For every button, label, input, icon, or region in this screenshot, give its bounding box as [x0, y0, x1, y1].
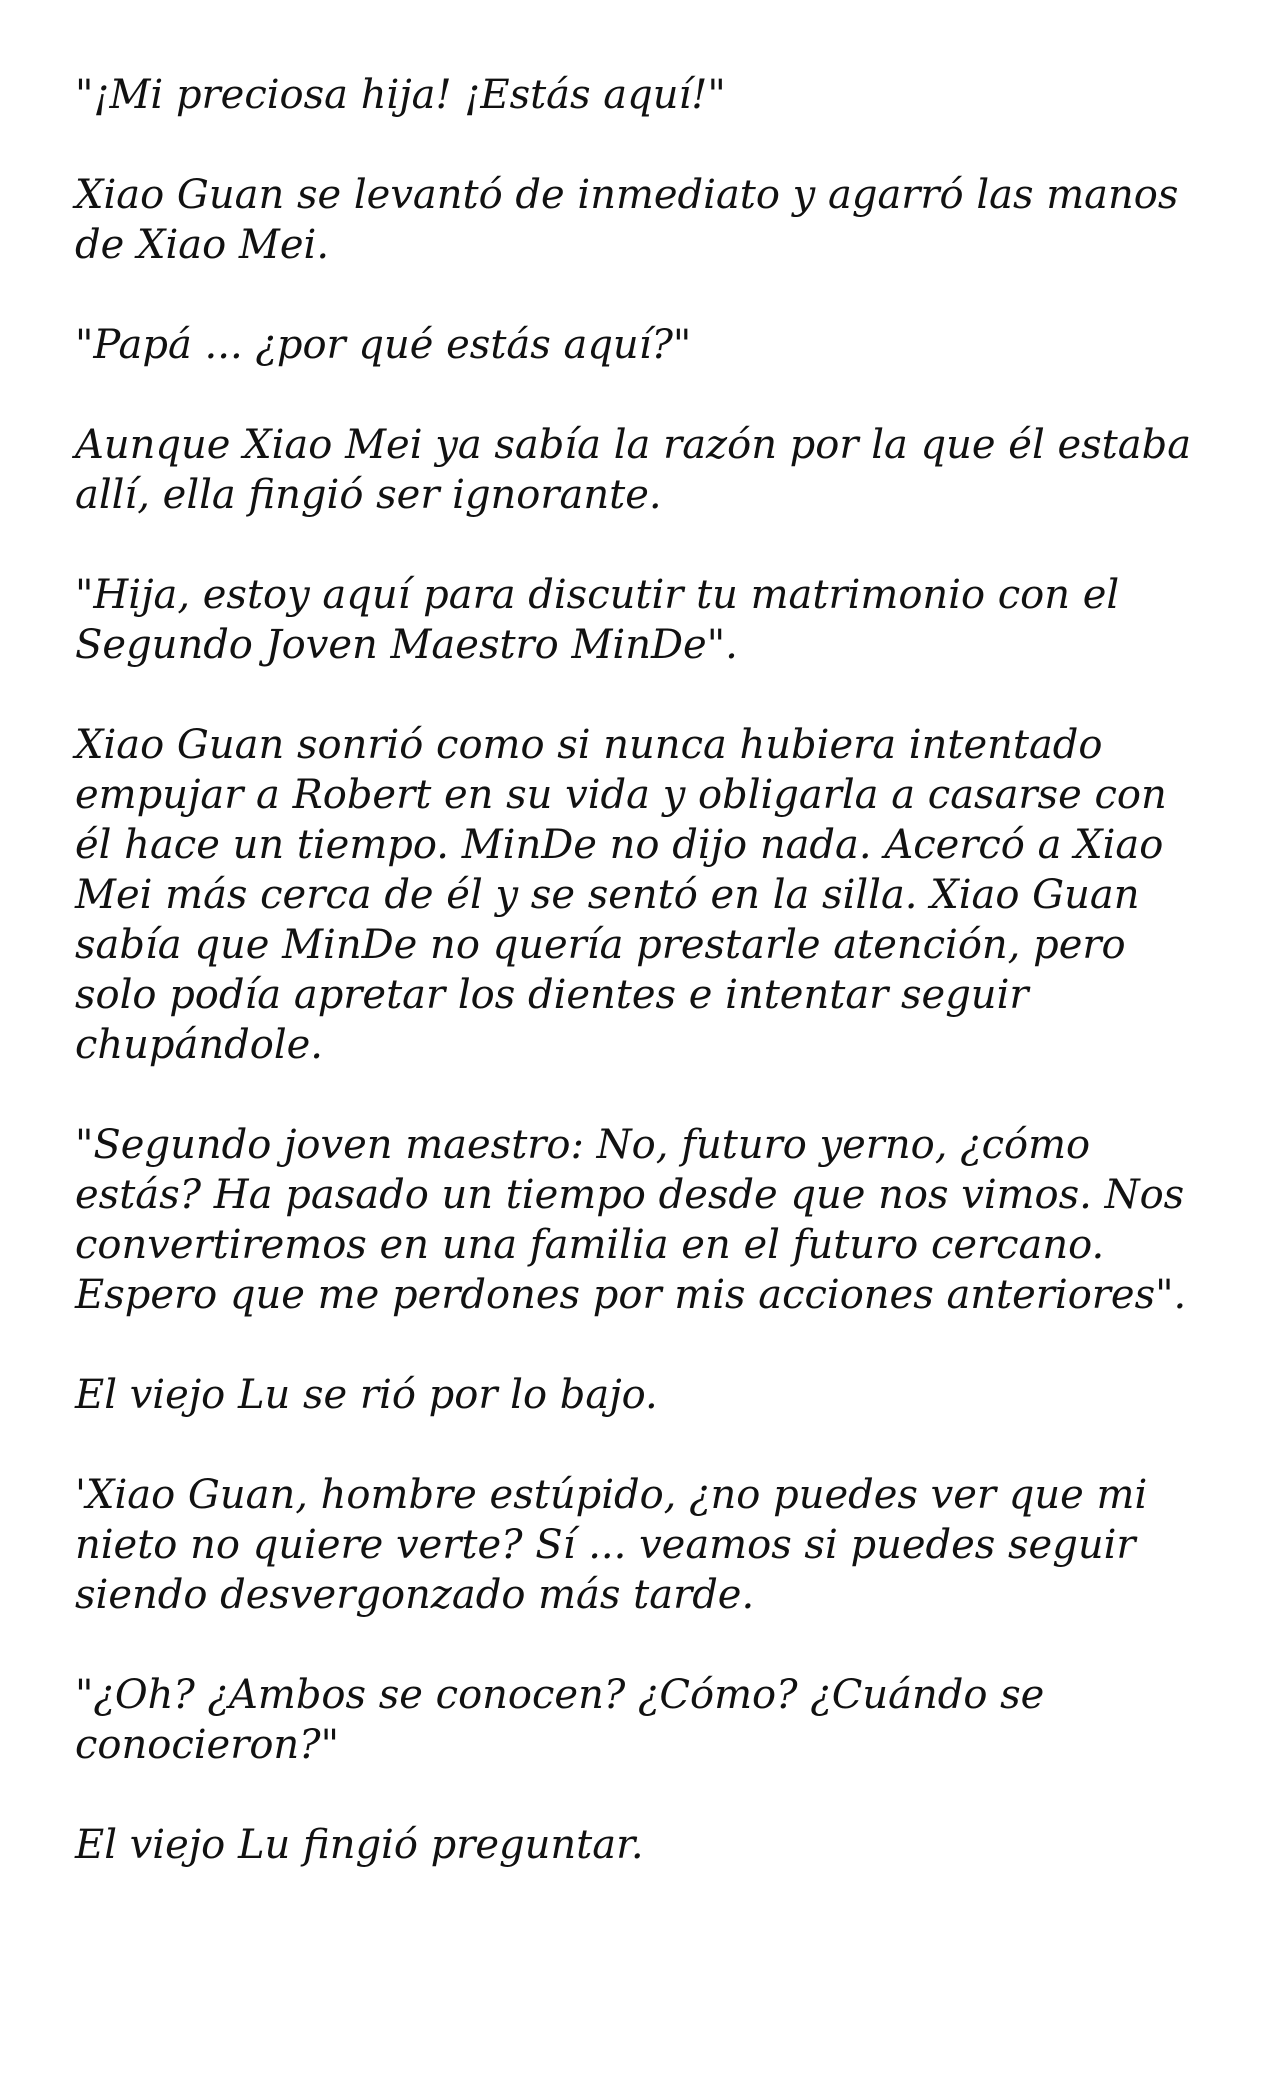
paragraph: Xiao Guan se levantó de inmediato y agarró las manos de Xiao Mei.	[75, 172, 1179, 268]
paragraph: "Papá ... ¿por qué estás aquí?"	[75, 322, 692, 368]
paragraph: "Hija, estoy aquí para discutir tu matrimonio con el Segundo Joven Maestro MinDe".	[75, 572, 1120, 668]
paragraph: Xiao Guan sonrió como si nunca hubiera intentado empujar a Robert en su vida y obligarla a casarse con él hace un tiempo. MinDe no dijo nada. Acercó a Xiao Mei más cerca de él y se sentó en la silla. Xiao Guan sabía que MinDe no quería prestarle atención, pero solo podía apretar los dientes e intentar seguir chupándole.	[75, 722, 1167, 1068]
paragraph: "¿Oh? ¿Ambos se conocen? ¿Cómo? ¿Cuándo se conocieron?"	[75, 1672, 1045, 1768]
paragraph: Aunque Xiao Mei ya sabía la razón por la que él estaba allí, ella fingió ser ignorante.	[75, 422, 1192, 518]
document-body	[75, 70, 1205, 1920]
paragraph: "¡Mi preciosa hija! ¡Estás aquí!"	[75, 72, 726, 118]
paragraph: El viejo Lu fingió preguntar.	[75, 1822, 644, 1868]
paragraph: 'Xiao Guan, hombre estúpido, ¿no puedes ver que mi nieto no quiere verte? Sí ... veamos si puedes seguir siendo desvergonzado más tarde.	[75, 1472, 1148, 1618]
paragraph: "Segundo joven maestro: No, futuro yerno, ¿cómo estás? Ha pasado un tiempo desde que nos vimos. Nos convertiremos en una familia en el futuro cercano. Espero que me perdones por mis acciones anteriores".	[75, 1122, 1187, 1318]
paragraph: El viejo Lu se rió por lo bajo.	[75, 1372, 658, 1418]
